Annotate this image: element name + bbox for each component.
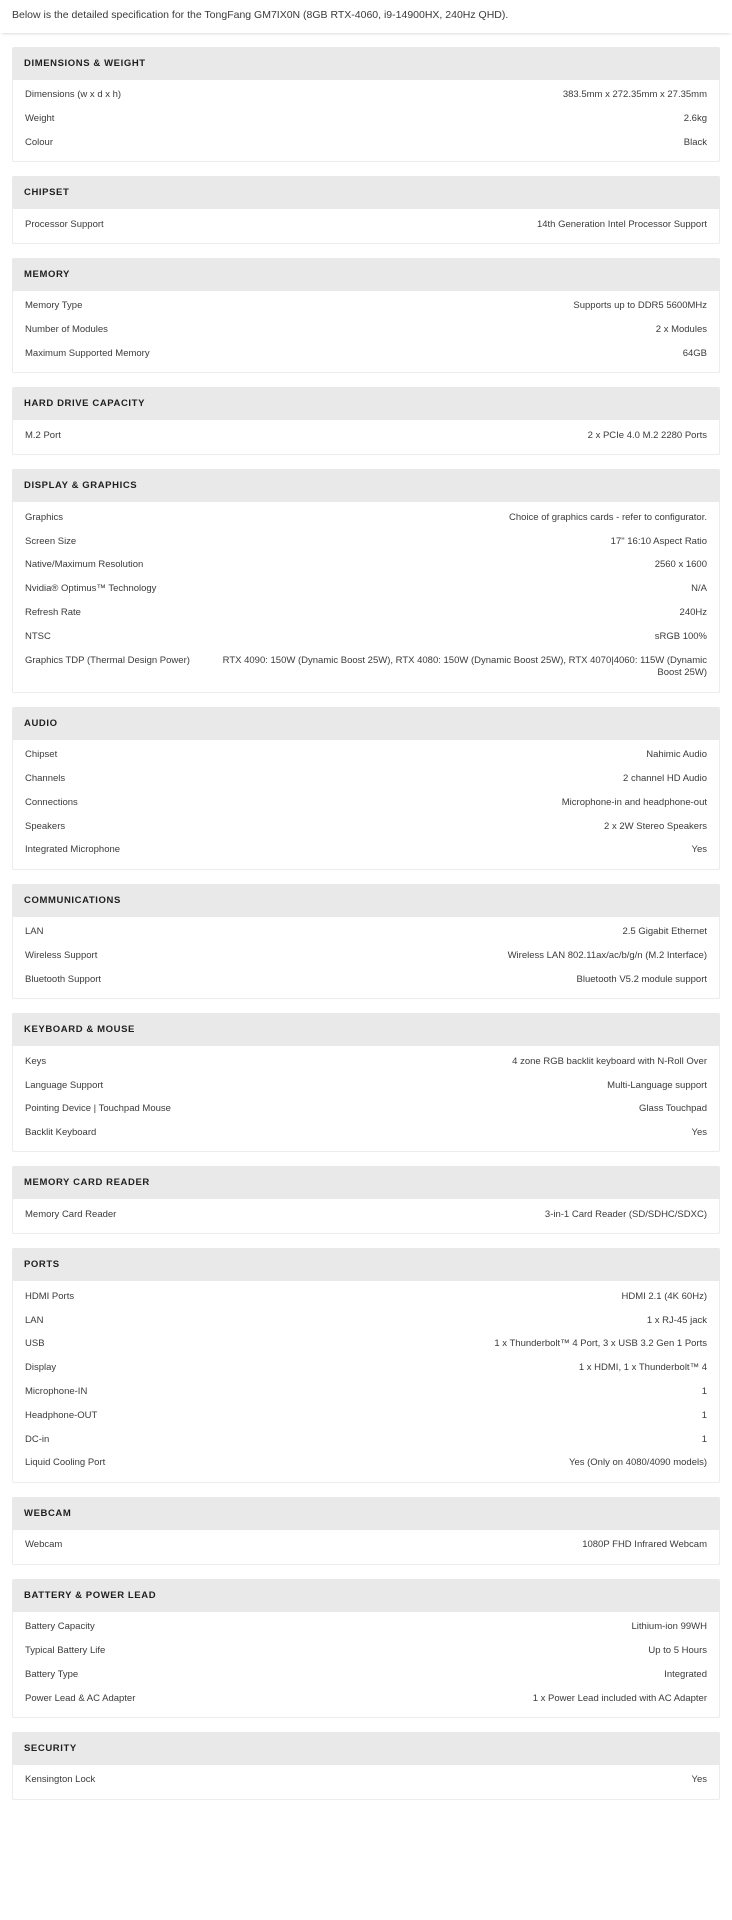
spec-row-label: Chipset bbox=[25, 749, 58, 761]
spec-section bbox=[12, 1013, 720, 1152]
spec-section bbox=[12, 469, 720, 693]
spec-row-label: USB bbox=[25, 1338, 45, 1350]
spec-row-value: Multi-Language support bbox=[607, 1079, 707, 1091]
spec-row bbox=[13, 1122, 719, 1146]
specification-list bbox=[0, 33, 732, 1834]
spec-row-label: Display bbox=[25, 1362, 57, 1374]
spec-section bbox=[12, 707, 720, 870]
spec-section-body bbox=[12, 420, 720, 455]
spec-section-body bbox=[12, 209, 720, 244]
spec-row-label: Memory Type bbox=[25, 300, 83, 312]
spec-row bbox=[13, 108, 719, 132]
spec-row-label: LAN bbox=[25, 1314, 44, 1326]
spec-row-value: Yes bbox=[691, 1127, 707, 1139]
spec-section-body bbox=[12, 1281, 720, 1483]
spec-row-label: Kensington Lock bbox=[25, 1774, 96, 1786]
spec-row-value: 2 x Modules bbox=[655, 324, 707, 336]
spec-row-value: Choice of graphics cards - refer to configurator. bbox=[508, 511, 707, 523]
spec-row-label: NTSC bbox=[25, 630, 51, 642]
spec-section-title: MEMORY bbox=[12, 258, 720, 291]
spec-row-label: Keys bbox=[25, 1055, 47, 1067]
spec-row-label: Refresh Rate bbox=[25, 606, 81, 618]
spec-row bbox=[13, 744, 719, 768]
spec-row-value: 1 x RJ-45 jack bbox=[646, 1314, 707, 1326]
spec-row-label: Language Support bbox=[25, 1079, 104, 1091]
spec-section-body bbox=[12, 1765, 720, 1800]
spec-row-label: Liquid Cooling Port bbox=[25, 1457, 106, 1469]
spec-row bbox=[13, 1309, 719, 1333]
spec-row bbox=[13, 1769, 719, 1793]
spec-row-label: Native/Maximum Resolution bbox=[25, 559, 144, 571]
spec-row bbox=[13, 791, 719, 815]
spec-section-body bbox=[12, 1530, 720, 1565]
spec-section bbox=[12, 1732, 720, 1800]
spec-section bbox=[12, 1248, 720, 1483]
spec-row bbox=[13, 649, 719, 686]
spec-row-label: Channels bbox=[25, 773, 66, 784]
spec-row bbox=[13, 84, 719, 108]
spec-row-value: HDMI 2.1 (4K 60Hz) bbox=[621, 1290, 707, 1302]
spec-row-value: 2 channel HD Audio bbox=[623, 773, 707, 784]
spec-row bbox=[13, 945, 719, 969]
spec-section-title: HARD DRIVE CAPACITY bbox=[12, 387, 720, 420]
spec-section-body bbox=[12, 80, 720, 162]
spec-row-label: Pointing Device | Touchpad Mouse bbox=[25, 1103, 171, 1115]
spec-row-label: Bluetooth Support bbox=[25, 973, 102, 985]
spec-row bbox=[13, 506, 719, 530]
spec-row-label: Speakers bbox=[25, 820, 66, 832]
spec-row-label: Memory Card Reader bbox=[25, 1208, 117, 1220]
spec-row bbox=[13, 625, 719, 649]
spec-row-value: 2 x 2W Stereo Speakers bbox=[604, 820, 707, 832]
spec-row bbox=[13, 1404, 719, 1428]
spec-row-label: Weight bbox=[25, 113, 55, 124]
spec-row-label: DC-in bbox=[25, 1433, 50, 1445]
spec-row-value: 1 bbox=[701, 1386, 707, 1397]
spec-row-value: 17" 16:10 Aspect Ratio bbox=[610, 535, 707, 547]
spec-section-body bbox=[12, 740, 720, 870]
spec-row-value: RTX 4090: 150W (Dynamic Boost 25W), RTX 4080: 150W (Dynamic Boost 25W), RTX 4070|4060: 115W (Dynamic Boost 25W) bbox=[222, 654, 707, 679]
spec-section bbox=[12, 884, 720, 999]
spec-section bbox=[12, 387, 720, 455]
spec-section-title: DISPLAY & GRAPHICS bbox=[12, 469, 720, 502]
spec-section-title: PORTS bbox=[12, 1248, 720, 1281]
spec-row bbox=[13, 131, 719, 155]
spec-row-label: LAN bbox=[25, 926, 44, 938]
spec-row-value: 1 x Power Lead included with AC Adapter bbox=[532, 1692, 707, 1704]
spec-row-label: Screen Size bbox=[25, 535, 77, 547]
spec-row-label: Microphone-IN bbox=[25, 1386, 88, 1397]
spec-row-label: Connections bbox=[25, 796, 78, 808]
spec-row-label: Power Lead & AC Adapter bbox=[25, 1692, 136, 1704]
spec-row bbox=[13, 768, 719, 792]
spec-row bbox=[13, 1381, 719, 1405]
spec-row-label: Wireless Support bbox=[25, 950, 98, 962]
spec-row-label: Colour bbox=[25, 136, 53, 148]
spec-section-title: DIMENSIONS & WEIGHT bbox=[12, 47, 720, 80]
spec-row-value: Wireless LAN 802.11ax/ac/b/g/n (M.2 Interface) bbox=[507, 950, 707, 962]
spec-row-label: Typical Battery Life bbox=[25, 1644, 106, 1656]
spec-row-label: Number of Modules bbox=[25, 324, 108, 336]
spec-row-value: 383.5mm x 272.35mm x 27.35mm bbox=[562, 89, 707, 101]
spec-row-value: 1080P FHD Infrared Webcam bbox=[582, 1539, 707, 1551]
spec-section-title: CHIPSET bbox=[12, 176, 720, 209]
spec-section-body bbox=[12, 502, 720, 693]
intro-text: Below is the detailed specification for the TongFang GM7IX0N (8GB RTX-4060, i9-14900HX, 240Hz QHD). bbox=[0, 0, 732, 33]
spec-row bbox=[13, 1534, 719, 1558]
spec-row-value: 3-in-1 Card Reader (SD/SDHC/SDXC) bbox=[544, 1208, 707, 1220]
spec-row-value: Yes (Only on 4080/4090 models) bbox=[568, 1457, 707, 1469]
spec-row-value: 1 bbox=[701, 1433, 707, 1445]
spec-row-label: Processor Support bbox=[25, 218, 104, 230]
spec-row-label: Backlit Keyboard bbox=[25, 1127, 97, 1139]
spec-row bbox=[13, 921, 719, 945]
spec-row-value: 1 bbox=[701, 1409, 707, 1421]
spec-row-value: Supports up to DDR5 5600MHz bbox=[573, 300, 707, 312]
spec-row bbox=[13, 1428, 719, 1452]
spec-row bbox=[13, 1687, 719, 1711]
spec-row bbox=[13, 1203, 719, 1227]
spec-section-title: AUDIO bbox=[12, 707, 720, 740]
spec-row-value: 1 x HDMI, 1 x Thunderbolt™ 4 bbox=[578, 1362, 707, 1374]
spec-section bbox=[12, 1579, 720, 1718]
spec-row-label: Nvidia® Optimus™ Technology bbox=[25, 583, 157, 595]
spec-row bbox=[13, 1050, 719, 1074]
spec-section bbox=[12, 47, 720, 162]
spec-section-title: KEYBOARD & MOUSE bbox=[12, 1013, 720, 1046]
spec-row-label: Webcam bbox=[25, 1539, 63, 1551]
spec-section-body bbox=[12, 1046, 720, 1152]
spec-row-value: Integrated bbox=[664, 1668, 707, 1680]
spec-row bbox=[13, 1285, 719, 1309]
spec-row-value: Up to 5 Hours bbox=[648, 1644, 707, 1656]
spec-row-label: Graphics TDP (Thermal Design Power) bbox=[25, 654, 190, 666]
spec-row-value: Bluetooth V5.2 module support bbox=[576, 973, 707, 985]
spec-row bbox=[13, 1333, 719, 1357]
spec-row-value: 1 x Thunderbolt™ 4 Port, 3 x USB 3.2 Gen 1 Ports bbox=[494, 1338, 707, 1350]
spec-row bbox=[13, 343, 719, 367]
spec-row-value: N/A bbox=[691, 583, 707, 595]
spec-section bbox=[12, 176, 720, 244]
spec-row bbox=[13, 1639, 719, 1663]
spec-section-body bbox=[12, 1612, 720, 1718]
spec-section-title: MEMORY CARD READER bbox=[12, 1166, 720, 1199]
spec-row bbox=[13, 601, 719, 625]
spec-row bbox=[13, 1452, 719, 1476]
spec-row-label: Battery Type bbox=[25, 1668, 79, 1680]
spec-row bbox=[13, 815, 719, 839]
spec-row bbox=[13, 1616, 719, 1640]
spec-row-value: 2.6kg bbox=[683, 113, 707, 124]
spec-row bbox=[13, 1357, 719, 1381]
spec-row-value: Lithium-ion 99WH bbox=[631, 1621, 707, 1633]
spec-row bbox=[13, 1098, 719, 1122]
spec-row-value: Yes bbox=[691, 1774, 707, 1786]
spec-row-value: Black bbox=[683, 136, 707, 148]
spec-row-value: Glass Touchpad bbox=[639, 1103, 707, 1115]
spec-row-value: 64GB bbox=[682, 348, 707, 360]
spec-row bbox=[13, 968, 719, 992]
spec-section-title: SECURITY bbox=[12, 1732, 720, 1765]
spec-row-label: Integrated Microphone bbox=[25, 844, 121, 856]
spec-row-label: HDMI Ports bbox=[25, 1290, 75, 1302]
spec-section-title: WEBCAM bbox=[12, 1497, 720, 1530]
spec-section-title: BATTERY & POWER LEAD bbox=[12, 1579, 720, 1612]
spec-section bbox=[12, 1166, 720, 1234]
spec-row-value: 240Hz bbox=[679, 606, 707, 618]
spec-row-value: sRGB 100% bbox=[654, 630, 707, 642]
spec-row bbox=[13, 839, 719, 863]
spec-row bbox=[13, 530, 719, 554]
spec-section bbox=[12, 1497, 720, 1565]
spec-row-label: Maximum Supported Memory bbox=[25, 348, 150, 360]
spec-row-value: 2560 x 1600 bbox=[654, 559, 707, 571]
spec-section-body bbox=[12, 917, 720, 999]
spec-row-label: Headphone-OUT bbox=[25, 1409, 98, 1421]
spec-row bbox=[13, 319, 719, 343]
spec-row-value: 2.5 Gigabit Ethernet bbox=[622, 926, 707, 938]
spec-row-label: Graphics bbox=[25, 511, 64, 523]
spec-row bbox=[13, 554, 719, 578]
spec-row-value: Microphone-in and headphone-out bbox=[561, 796, 707, 808]
spec-row-value: Yes bbox=[691, 844, 707, 856]
spec-row bbox=[13, 578, 719, 602]
spec-row-label: M.2 Port bbox=[25, 429, 61, 441]
spec-row bbox=[13, 424, 719, 448]
spec-row-value: 4 zone RGB backlit keyboard with N-Roll Over bbox=[512, 1055, 707, 1067]
spec-row bbox=[13, 295, 719, 319]
spec-row bbox=[13, 213, 719, 237]
spec-row-label: Dimensions (w x d x h) bbox=[25, 89, 122, 101]
spec-row-value: 14th Generation Intel Processor Support bbox=[536, 218, 707, 230]
spec-section-title: COMMUNICATIONS bbox=[12, 884, 720, 917]
spec-row-value: 2 x PCIe 4.0 M.2 2280 Ports bbox=[587, 429, 707, 441]
spec-row-value: Nahimic Audio bbox=[646, 749, 707, 761]
spec-row bbox=[13, 1074, 719, 1098]
spec-row bbox=[13, 1663, 719, 1687]
spec-row-label: Battery Capacity bbox=[25, 1621, 95, 1633]
spec-section-body bbox=[12, 1199, 720, 1234]
spec-section bbox=[12, 258, 720, 373]
spec-section-body bbox=[12, 291, 720, 373]
